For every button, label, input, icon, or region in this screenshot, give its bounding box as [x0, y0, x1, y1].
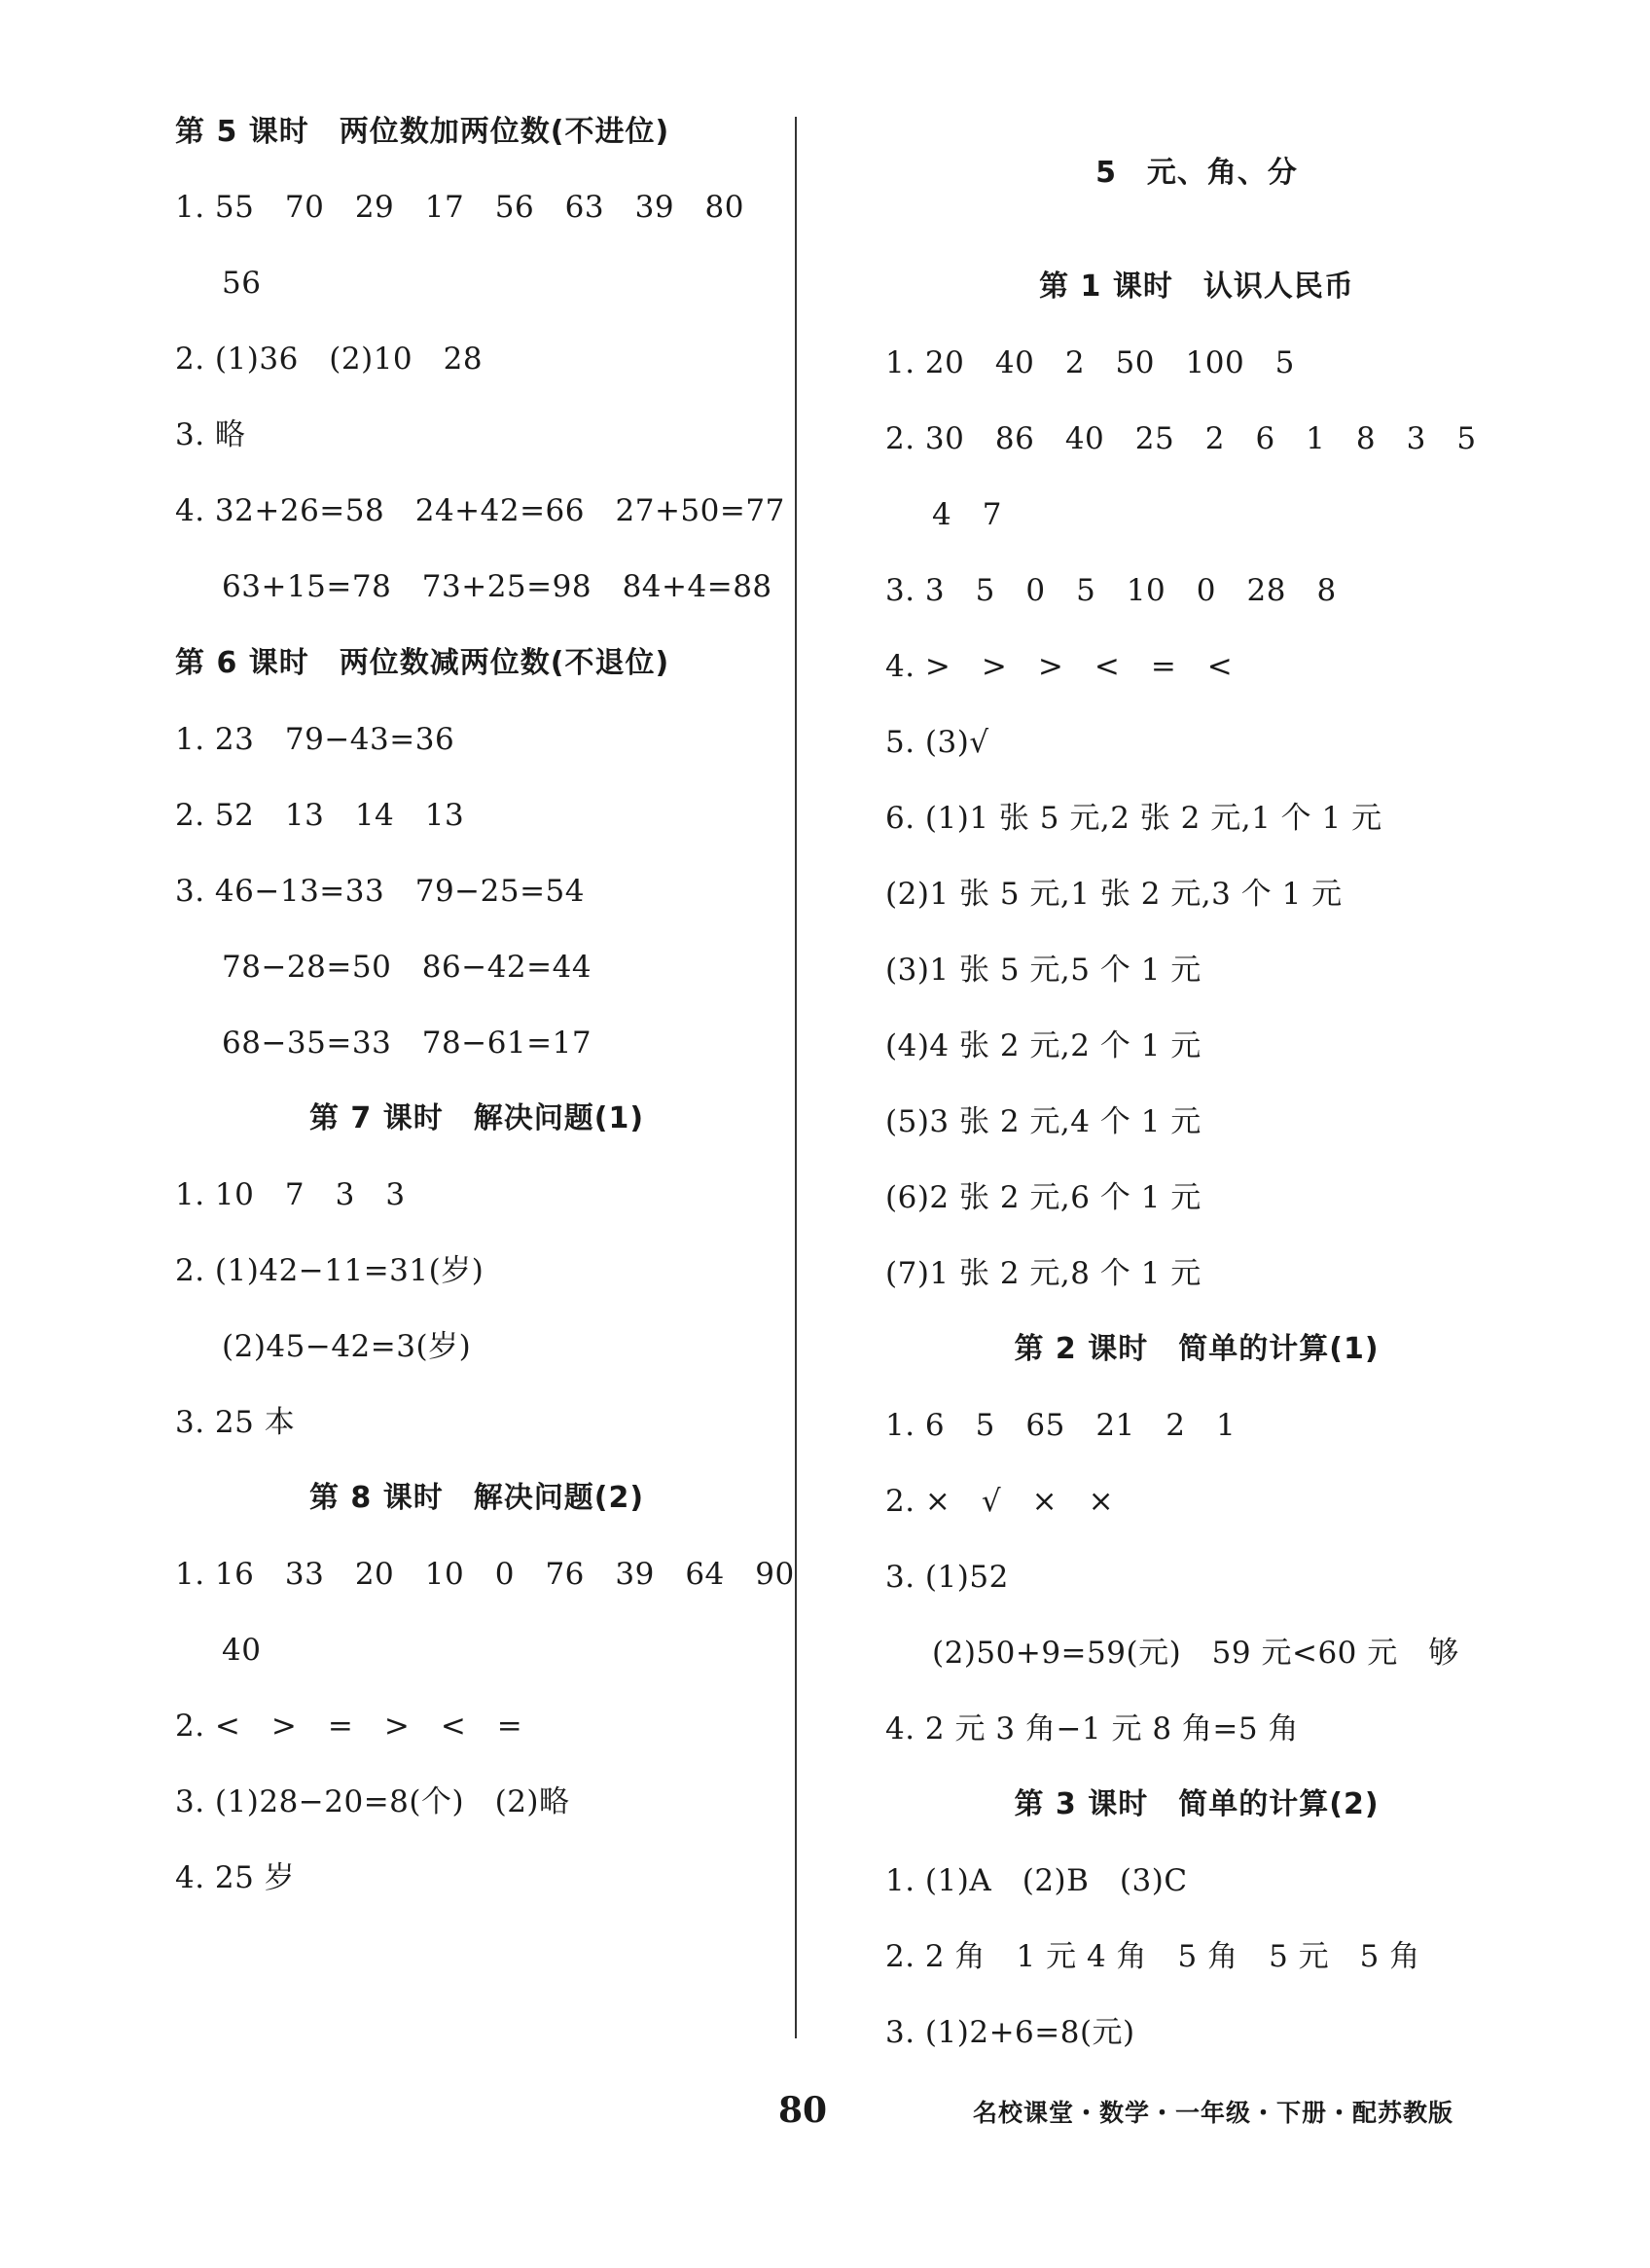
lesson-5-q3: 3. 略: [175, 417, 246, 452]
lesson-5-q2: 2. (1)36 (2)10 28: [175, 342, 484, 377]
lesson-6-q2: 2. 52 13 14 13: [175, 798, 465, 833]
lesson-3-heading: 第 3 课时 简单的计算(2): [1014, 1787, 1380, 1821]
lesson-8-heading: 第 8 课时 解决问题(2): [308, 1481, 645, 1515]
lesson-1-q6-3: (3)1 张 5 元,5 个 1 元: [885, 953, 1202, 988]
column-divider: [795, 117, 797, 2038]
lesson-3-q1: 1. (1)A (2)B (3)C: [885, 1863, 1188, 1898]
lesson-1-q2: 2. 30 86 40 25 2 6 1 8 3 5: [885, 421, 1477, 456]
lesson-1-q6-7: (7)1 张 2 元,8 个 1 元: [885, 1256, 1202, 1291]
lesson-1-q4: 4. > > > < = <: [885, 649, 1234, 684]
lesson-3-q2: 2. 2 角 1 元 4 角 5 角 5 元 5 角: [885, 1939, 1420, 1974]
lesson-1-q6-5: (5)3 张 2 元,4 个 1 元: [885, 1104, 1202, 1139]
lesson-7-q2: 2. (1)42−11=31(岁): [175, 1253, 484, 1288]
lesson-1-q6-2: (2)1 张 5 元,1 张 2 元,3 个 1 元: [885, 877, 1343, 912]
lesson-2-q3: 3. (1)52: [885, 1560, 1009, 1595]
lesson-5-heading: 第 5 课时 两位数加两位数(不进位): [175, 115, 670, 149]
book-info: 名校课堂・数学・一年级・下册・配苏教版: [973, 2099, 1454, 2127]
lesson-1-q5: 5. (3)√: [885, 725, 989, 760]
lesson-2-q4: 4. 2 元 3 角−1 元 8 角=5 角: [885, 1711, 1299, 1746]
page-number: 80: [777, 2090, 828, 2131]
lesson-1-heading: 第 1 课时 认识人民币: [1039, 270, 1354, 304]
lesson-3-q3: 3. (1)2+6=8(元): [885, 2015, 1135, 2050]
lesson-1-q1: 1. 20 40 2 50 100 5: [885, 345, 1295, 380]
lesson-7-q1: 1. 10 7 3 3: [175, 1177, 406, 1212]
lesson-7-q3: 3. 25 本: [175, 1405, 296, 1440]
lesson-5-q1-cont: 56: [222, 266, 262, 301]
lesson-5-q1: 1. 55 70 29 17 56 63 39 80: [175, 190, 745, 225]
lesson-5-q4: 4. 32+26=58 24+42=66 27+50=77: [175, 493, 785, 528]
lesson-7-heading: 第 7 课时 解决问题(1): [308, 1101, 645, 1135]
lesson-6-q3-cont2: 68−35=33 78−61=17: [222, 1026, 592, 1061]
lesson-8-q4: 4. 25 岁: [175, 1860, 296, 1895]
lesson-1-q6-6: (6)2 张 2 元,6 个 1 元: [885, 1180, 1202, 1215]
lesson-2-q3-cont: (2)50+9=59(元) 59 元<60 元 够: [932, 1636, 1459, 1671]
lesson-7-q2-cont: (2)45−42=3(岁): [222, 1329, 472, 1364]
lesson-1-q6-1: 6. (1)1 张 5 元,2 张 2 元,1 个 1 元: [885, 801, 1382, 836]
lesson-8-q3: 3. (1)28−20=8(个) (2)略: [175, 1784, 570, 1819]
unit-title: 5 元、角、分: [1095, 156, 1298, 190]
lesson-1-q3: 3. 3 5 0 5 10 0 28 8: [885, 573, 1337, 608]
lesson-8-q1-cont: 40: [222, 1633, 262, 1668]
lesson-6-q3: 3. 46−13=33 79−25=54: [175, 874, 586, 909]
lesson-6-heading: 第 6 课时 两位数减两位数(不退位): [175, 646, 670, 680]
lesson-5-q4-cont: 63+15=78 73+25=98 84+4=88: [222, 569, 772, 604]
lesson-6-q3-cont: 78−28=50 86−42=44: [222, 950, 592, 985]
lesson-2-q1: 1. 6 5 65 21 2 1: [885, 1408, 1237, 1443]
lesson-6-q1: 1. 23 79−43=36: [175, 722, 455, 757]
lesson-2-heading: 第 2 课时 简单的计算(1): [1014, 1332, 1380, 1366]
lesson-1-q6-4: (4)4 张 2 元,2 个 1 元: [885, 1028, 1202, 1063]
lesson-8-q2: 2. < > = > < =: [175, 1709, 523, 1744]
lesson-1-q2-cont: 4 7: [932, 497, 1002, 532]
lesson-2-q2: 2. × √ × ×: [885, 1484, 1115, 1519]
lesson-8-q1: 1. 16 33 20 10 0 76 39 64 90: [175, 1557, 795, 1592]
